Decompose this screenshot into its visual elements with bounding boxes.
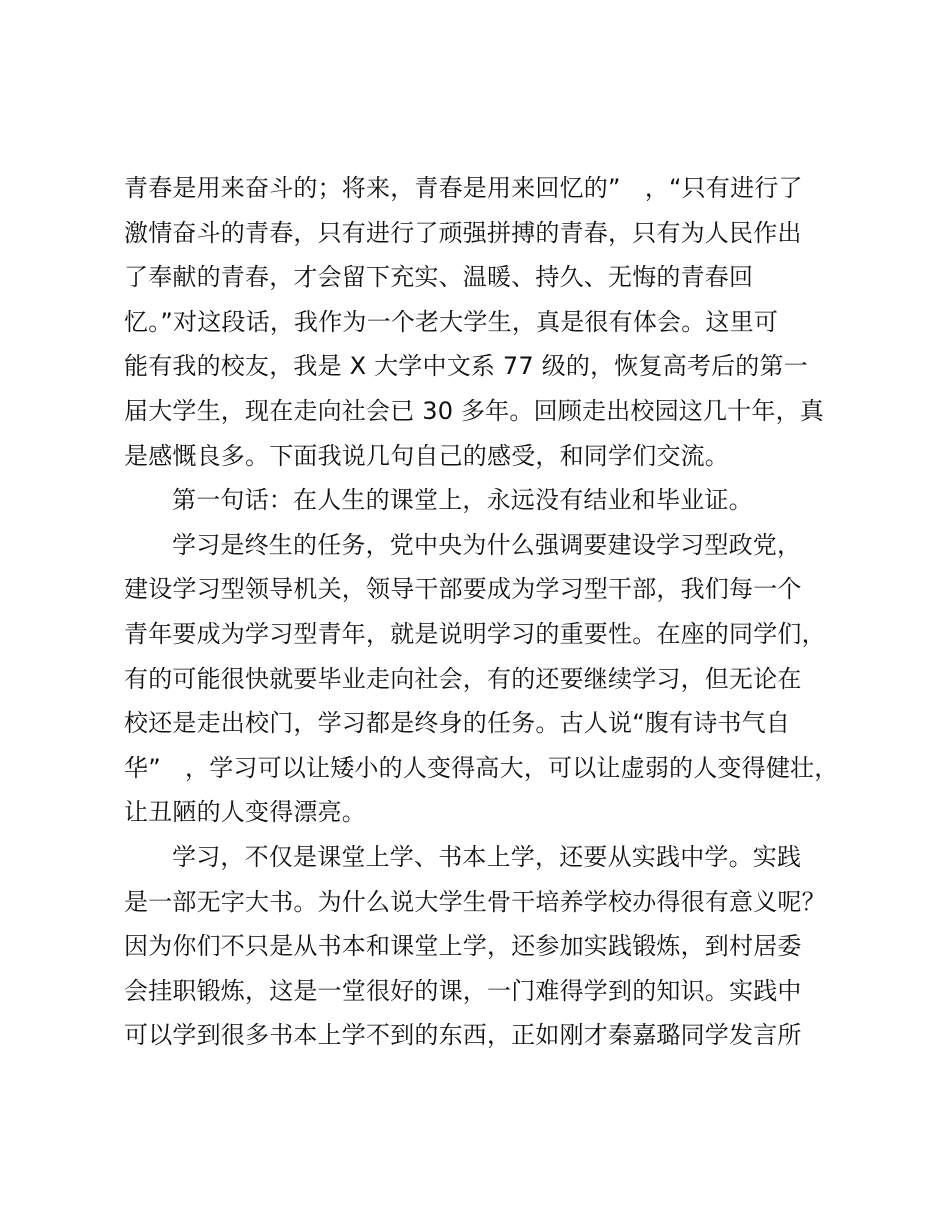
text-line: 届大学生，现在走向社会已 30 多年。回顾走出校园这几十年，真 — [124, 396, 824, 425]
text-line: 是一部无字大书。为什么说大学生骨干培养学校办得很有意义呢？ — [124, 887, 826, 916]
text-line: 学习是终生的任务，党中央为什么强调要建设学习型政党， — [172, 530, 802, 559]
text-line: 让丑陋的人变得漂亮。 — [124, 798, 366, 827]
text-line: 激情奋斗的青春，只有进行了顽强拼搏的青春，只有为人民作出 — [124, 218, 802, 247]
text-line: 青春是用来奋斗的；将来，青春是用来回忆的” ，“只有进行了 — [124, 174, 803, 202]
text-line: 可以学到很多书本上学不到的东西，正如刚才秦嘉璐同学发言所 — [124, 1021, 802, 1050]
text-line: 是感慨良多。下面我说几句自己的感受，和同学们交流。 — [124, 441, 729, 470]
text-line: 会挂职锻炼，这是一堂很好的课，一门难得学到的知识。实践中 — [124, 976, 802, 1005]
text-line: 建设学习型领导机关，领导干部要成为学习型干部，我们每一个 — [124, 575, 802, 604]
text-line: 华” ，学习可以让矮小的人变得高大，可以让虚弱的人变得健壮， — [124, 753, 839, 782]
text-line: 因为你们不只是从书本和课堂上学，还参加实践锻炼，到村居委 — [124, 932, 802, 961]
body-text — [124, 166, 854, 1058]
text-line: 青年要成为学习型青年，就是说明学习的重要性。在座的同学们， — [124, 619, 826, 648]
text-line: 有的可能很快就要毕业走向社会，有的还要继续学习，但无论在 — [124, 664, 802, 693]
text-line: 第一句话：在人生的课堂上，永远没有结业和毕业证。 — [172, 486, 753, 515]
text-line: 校还是走出校门，学习都是终身的任务。古人说“腹有诗书气自 — [124, 709, 791, 738]
text-line: 能有我的校友，我是 X 大学中文系 77 级的，恢复高考后的第一 — [124, 352, 808, 381]
text-line: 学习，不仅是课堂上学、书本上学，还要从实践中学。实践 — [172, 842, 802, 871]
text-line: 忆。”对这段话，我作为一个老大学生，真是很有体会。这里可 — [124, 307, 779, 336]
text-line: 了奉献的青春，才会留下充实、温暖、持久、无悔的青春回 — [124, 263, 754, 292]
